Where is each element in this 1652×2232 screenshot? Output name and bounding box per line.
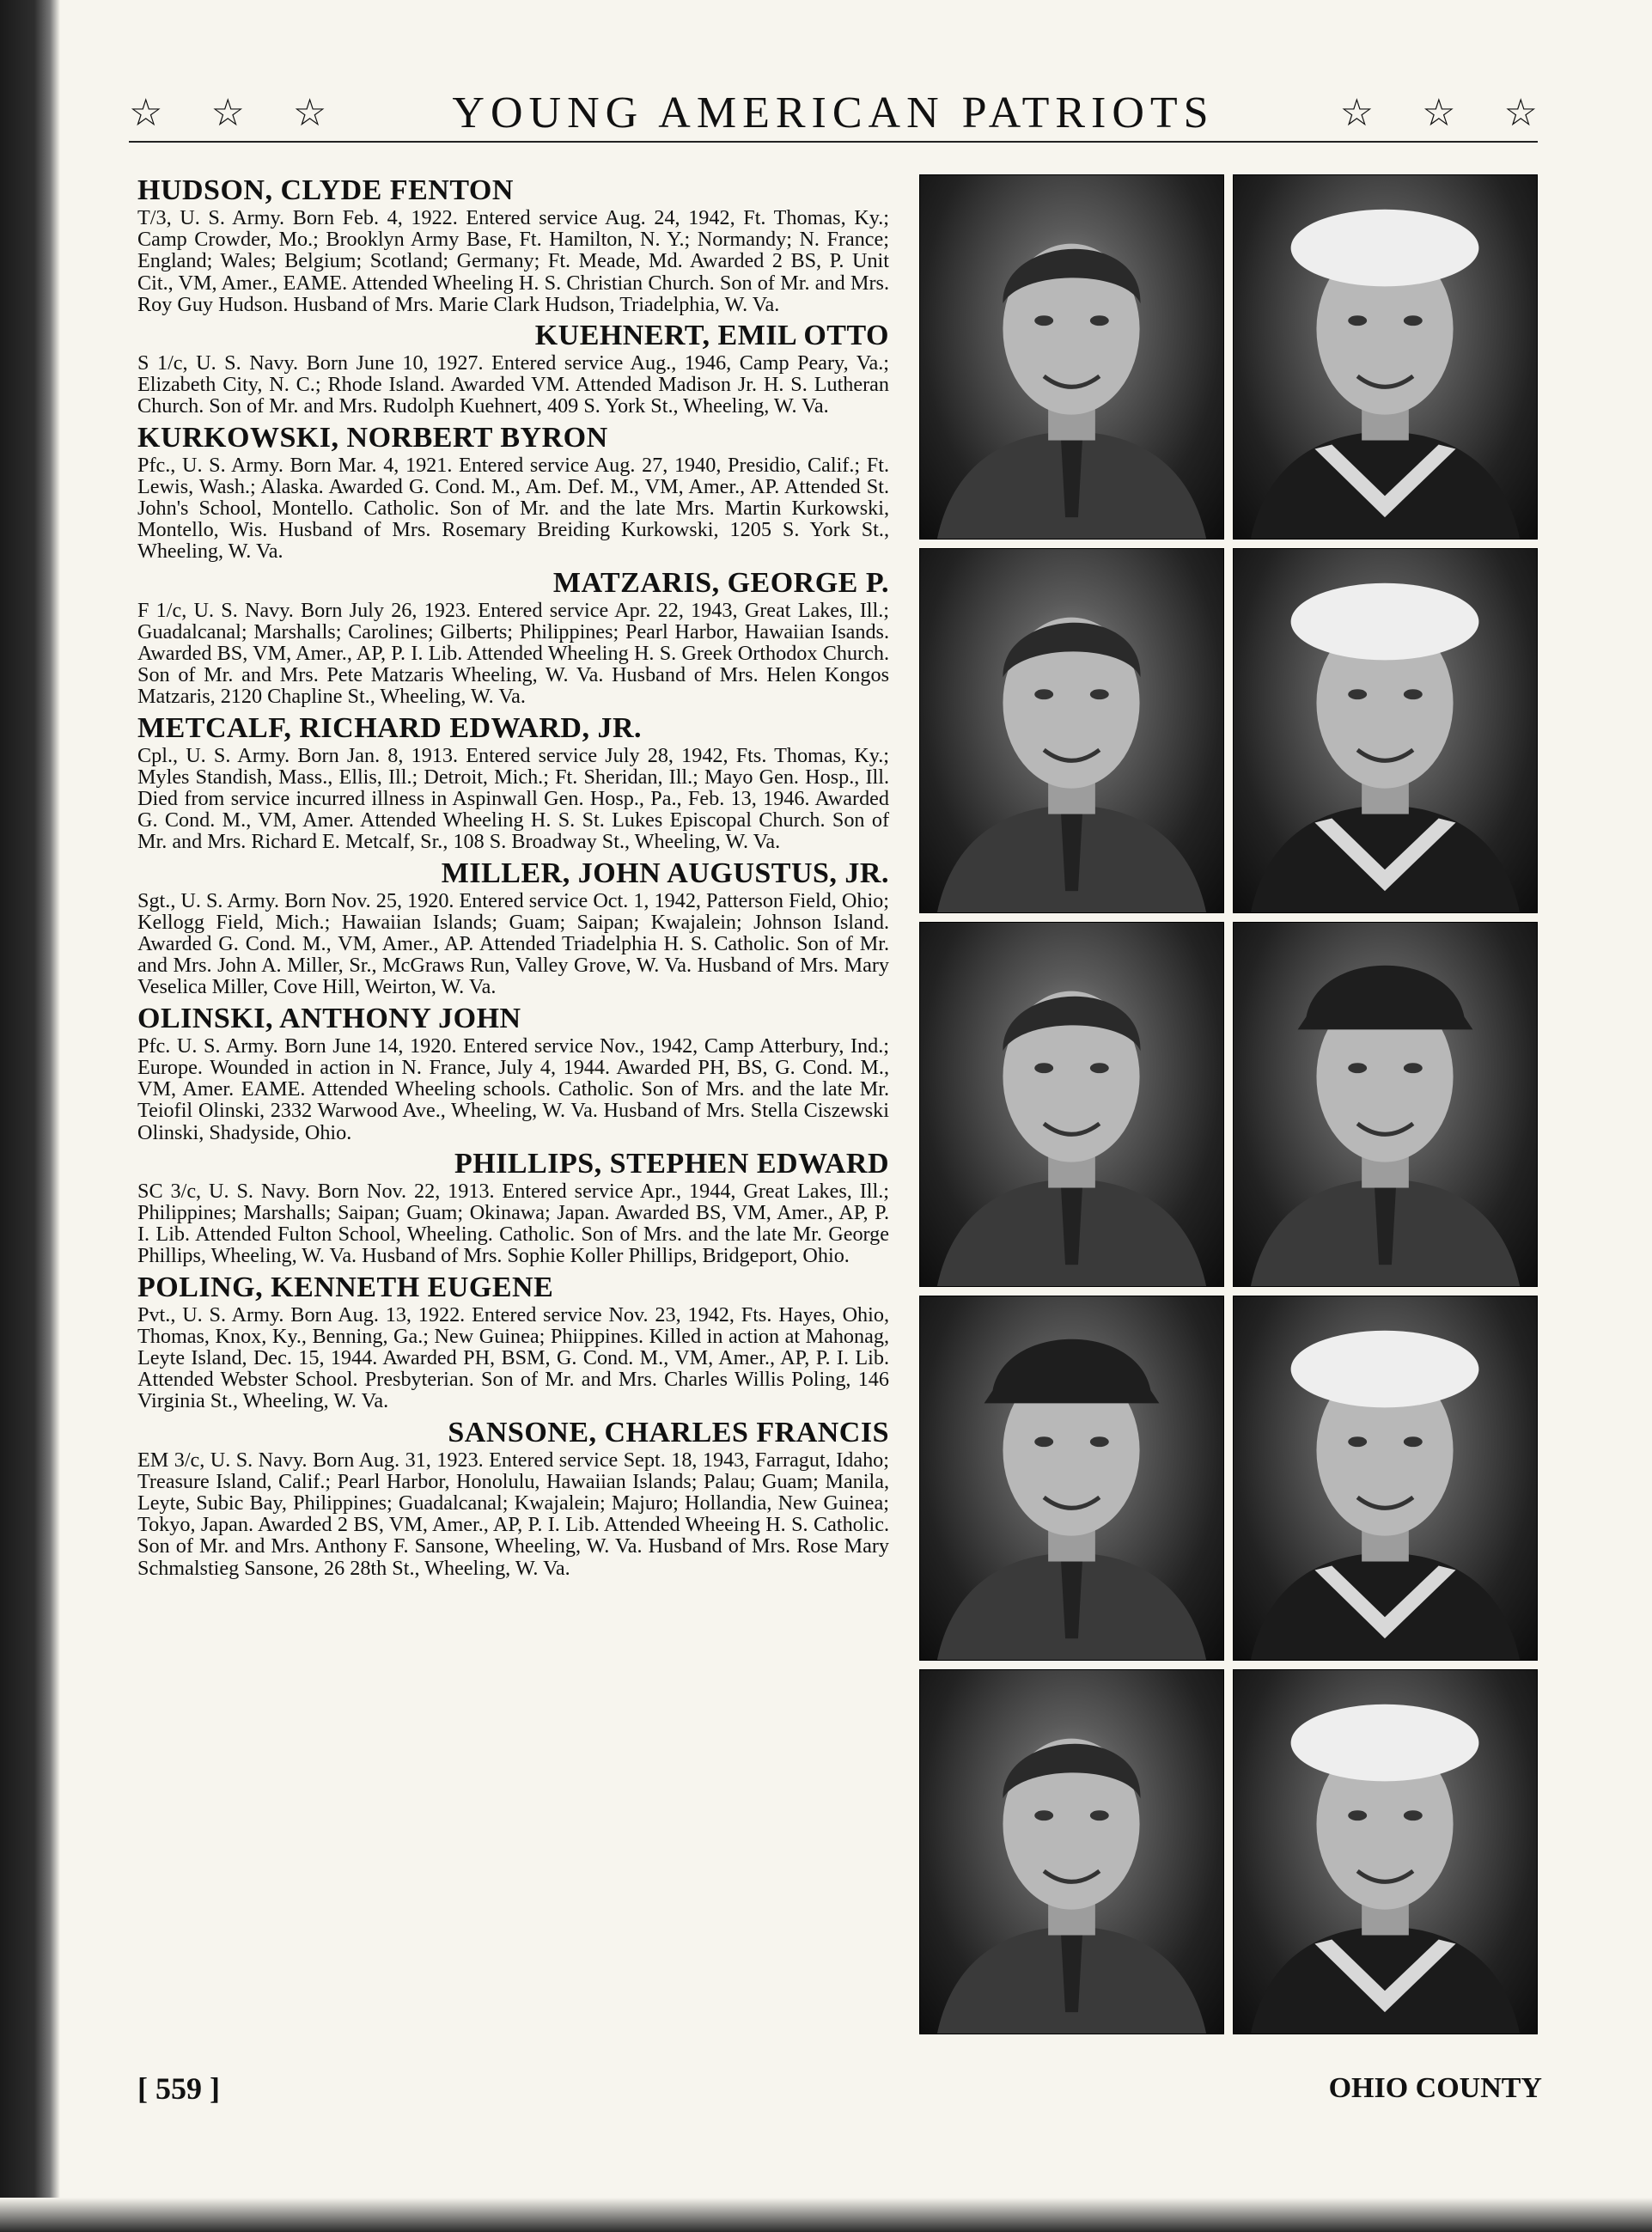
person-name: HUDSON, CLYDE FENTON (137, 174, 514, 206)
portrait-silhouette (920, 549, 1223, 912)
portrait-silhouette (920, 1670, 1223, 2034)
page-header (129, 84, 1538, 143)
biography-entry (137, 422, 889, 563)
service-record-text: Pfc., U. S. Army. Born Mar. 4, 1921. Entered service Aug. 27, 1940, Presidio, Calif.; Ft. Lewis, Wash.; Alaska. Awarded G. Cond. M., Am. Def. M., VM, Amer., AP. Attended St. John's School, Montello. Catholic. Son of Mr. and the late Mrs. Martin Kurkowski, Montello, Wis. Husband of Mrs. Rosemary Breiding Kurkowski, 1205 S. York St., Wheeling, W. Va. (137, 453, 889, 564)
star-icon: ☆ (1503, 90, 1538, 135)
portrait-photo (1233, 174, 1538, 540)
biography-column (137, 174, 889, 1583)
service-record-text: EM 3/c, U. S. Navy. Born Aug. 31, 1923. Entered service Sept. 18, 1943, Farragut, Idaho; Treasure Island, Calif.; Pearl Harbor, Honolulu, Hawaiian Islands; Palau; Guam; Manila, Leyte, Subic Bay, Philippines; Guadalcanal; Kwajalein; Majuro; Hollandia, New Guinea; Tokyo, Japan. Awarded 2 BS, VM, Amer., AP, P. I. Lib. Attended Wheeing H. S. Catholic. Son of Mr. and Mrs. Anthony F. Sansone, Wheeling, W. Va. Husband of Mrs. Rose Mary Schmalstieg Sansone, 26 28th St., Wheeling, W. Va. (137, 1448, 889, 1580)
biography-entry (137, 1148, 889, 1267)
person-name: MILLER, JOHN AUGUSTUS, JR. (441, 857, 889, 889)
service-record-text: Sgt., U. S. Army. Born Nov. 25, 1920. Entered service Oct. 1, 1942, Patterson Field, Ohio; Kellogg Field, Mich.; Hawaiian Islands; Guam; Saipan; Kwajalein; Johnson Island. Awarded G. Cond. M., VM, Amer., AP. Attended Triadelphia H. S. Catholic. Son of Mr. and Mrs. John A. Miller, Sr., McGraws Run, Valley Grove, W. Va. Husband of Mrs. Mary Veselica Miller, Cove Hill, Weirton, W. Va. (137, 888, 889, 999)
star-icon: ☆ (210, 90, 245, 135)
portrait-photo (1233, 548, 1538, 913)
star-icon: ☆ (1422, 90, 1456, 135)
person-name: PHILLIPS, STEPHEN EDWARD (454, 1147, 889, 1180)
service-record-text: SC 3/c, U. S. Navy. Born Nov. 22, 1913. Entered service Apr., 1944, Great Lakes, Ill.; Philippines; Marshalls; Saipan; Guam; Okinawa; Japan. Awarded BS, VM, Amer., AP, P. I. Lib. Attended Fulton School, Wheeling. Catholic. Son of Mrs. and the late Mr. George Phillips, Wheeling, W. Va. Husband of Mrs. Sophie Koller Phillips, Bridgeport, Ohio. (137, 1179, 889, 1268)
scan-bottom-edge-shadow (0, 2198, 1652, 2232)
biography-entry (137, 567, 889, 708)
portrait-silhouette (1234, 1670, 1537, 2034)
service-record-text: Cpl., U. S. Army. Born Jan. 8, 1913. Entered service July 28, 1942, Fts. Thomas, Ky.; Myles Standish, Mass., Ellis, Ill.; Detroit, Mich.; Ft. Sheridan, Ill.; Mayo Gen. Hosp., Ill. Died from service incurred illness in Aspinwall Gen. Hosp., Pa., Feb. 13, 1946. Awarded G. Cond. M., VM, Amer. Attended Wheeling H. S. St. Lukes Episcopal Church. Son of Mr. and Mrs. Richard E. Metcalf, Sr., 108 S. Broadway St., Wheeling, W. Va. (137, 743, 889, 854)
star-icon: ☆ (129, 90, 163, 135)
star-icon: ☆ (292, 90, 327, 135)
portrait-silhouette (920, 1296, 1223, 1660)
person-name: MATZARIS, GEORGE P. (552, 566, 889, 599)
person-name: SANSONE, CHARLES FRANCIS (448, 1416, 889, 1448)
person-name: KURKOWSKI, NORBERT BYRON (137, 421, 608, 454)
portrait-photo (1233, 1669, 1538, 2034)
portrait-photo (919, 1296, 1224, 1661)
portrait-silhouette (920, 923, 1223, 1286)
service-record-text: Pfc. U. S. Army. Born June 14, 1920. Entered service Nov., 1942, Camp Atterbury, Ind.; Europe. Wounded in action in N. France, July 4, 1944. Awarded PH, BS, G. Cond. M., VM, Amer. EAME. Attended Wheeling schools. Catholic. Son of Mrs. and the late Mr. Teiofil Olinski, 2332 Warwood Ave., Wheeling, W. Va. Husband of Mrs. Stella Ciszewski Olinski, Shadyside, Ohio. (137, 1034, 889, 1144)
portrait-photo (1233, 1296, 1538, 1661)
biography-entry (137, 1417, 889, 1579)
portrait-photo (919, 174, 1224, 540)
portrait-photo (919, 922, 1224, 1287)
portrait-silhouette (1234, 175, 1537, 539)
portrait-photo (919, 548, 1224, 913)
portrait-silhouette (1234, 1296, 1537, 1660)
service-record-text: F 1/c, U. S. Navy. Born July 26, 1923. Entered service Apr. 22, 1943, Great Lakes, Ill.; Guadalcanal; Marshalls; Carolines; Gilberts; Philippines; Pearl Harbor, Hawaiian Isands. Awarded BS, VM, Amer., AP, P. I. Lib. Attended Wheeling H. S. Greek Orthodox Church. Son of Mr. and Mrs. Pete Matzaris Wheeling, W. Va. Husband of Mrs. Helen Kongos Matzaris, 2120 Chapline St., Wheeling, W. Va. (137, 598, 889, 709)
portrait-silhouette (1234, 549, 1537, 912)
biography-entry (137, 857, 889, 998)
biography-entry (137, 174, 889, 315)
person-name: OLINSKI, ANTHONY JOHN (137, 1002, 521, 1034)
page-title: YOUNG AMERICAN PATRIOTS (452, 88, 1215, 137)
page-number: [ 559 ] (137, 2071, 220, 2106)
person-name: METCALF, RICHARD EDWARD, JR. (137, 711, 643, 744)
county-label: OHIO COUNTY (1328, 2072, 1542, 2104)
biography-entry (137, 1272, 889, 1412)
service-record-text: T/3, U. S. Army. Born Feb. 4, 1922. Entered service Aug. 24, 1942, Ft. Thomas, Ky.; Camp Crowder, Mo.; Brooklyn Army Base, Ft. Hamilton, N. Y.; Normandy; N. France; England; Wales; Belgium; Scotland; Germany; Ft. Meade, Md. Awarded 2 BS, P. Unit Cit., VM, Amer., EAME. Attended Wheeling H. S. Christian Church. Son of Mr. and Mrs. Roy Guy Hudson. Husband of Mrs. Marie Clark Hudson, Triadelphia, W. Va. (137, 206, 889, 316)
header-stars-right (1340, 91, 1538, 135)
header-stars-left (129, 91, 326, 135)
biography-entry (137, 1003, 889, 1143)
portrait-silhouette (1234, 923, 1537, 1286)
person-name: KUEHNERT, EMIL OTTO (534, 320, 889, 352)
portrait-silhouette (920, 175, 1223, 539)
portrait-photo (1233, 922, 1538, 1287)
person-name: POLING, KENNETH EUGENE (137, 1271, 554, 1303)
biography-entry (137, 320, 889, 418)
service-record-text: S 1/c, U. S. Navy. Born June 10, 1927. Entered service Aug., 1946, Camp Peary, Va.; Elizabeth City, N. C.; Rhode Island. Awarded VM. Attended Madison Jr. H. S. Lutheran Church. Son of Mr. and Mrs. Rudolph Kuehnert, 409 S. York St., Wheeling, W. Va. (137, 351, 889, 418)
portrait-photo (919, 1669, 1224, 2034)
portrait-grid (919, 174, 1538, 2034)
scan-left-edge-shadow (0, 0, 60, 2232)
biography-entry (137, 712, 889, 853)
service-record-text: Pvt., U. S. Army. Born Aug. 13, 1922. Entered service Nov. 23, 1942, Fts. Hayes, Ohio, Thomas, Knox, Ky., Benning, Ga.; New Guinea; Phiippines. Killed in action at Mahonag, Leyte Island, Dec. 15, 1944. Awarded PH, BSM, G. Cond. M., VM, Amer., AP, P. I. Lib. Attended Webster School. Presbyterian. Son of Mr. and Mrs. Charles Willis Poling, 146 Virginia St., Wheeling, W. Va. (137, 1302, 889, 1413)
star-icon: ☆ (1339, 90, 1375, 135)
